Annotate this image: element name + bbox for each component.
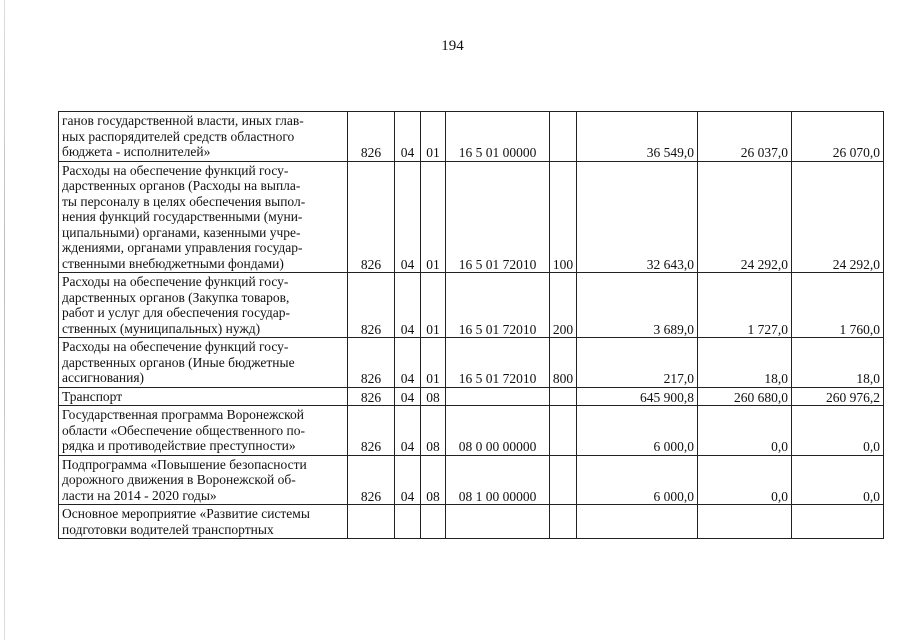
cell-subsection: 01 — [421, 161, 446, 273]
name-line: Расходы на обеспечение функций госу- — [62, 162, 289, 178]
cell-amount-year-3: 26 070,0 — [792, 112, 884, 162]
name-line: дарственных органов (Закупка товаров, — [62, 289, 290, 305]
cell-section: 04 — [395, 387, 421, 406]
cell-subsection: 01 — [421, 338, 446, 388]
table-row — [59, 338, 884, 388]
cell-expense-type: 800 — [550, 338, 577, 388]
name-line: ассигнования) — [62, 370, 145, 385]
table-row — [59, 161, 884, 273]
name-line: ных распорядителей средств областного — [62, 128, 295, 144]
cell-subsection: 08 — [421, 406, 446, 456]
cell-amount-year-3: 24 292,0 — [792, 161, 884, 273]
cell-amount-year-3 — [792, 505, 884, 539]
name-line: ждениями, органами управления государ- — [62, 240, 303, 255]
cell-amount-year-2: 1 727,0 — [698, 273, 792, 338]
name-line: Основное мероприятие «Развитие системы — [62, 506, 310, 521]
cell-target-article: 08 0 00 00000 — [446, 406, 550, 456]
cell-amount-year-1: 3 689,0 — [577, 273, 698, 338]
cell-ministry: 826 — [348, 387, 395, 406]
table-row — [59, 406, 884, 456]
cell-name — [59, 406, 348, 456]
name-line: Расходы на обеспечение функций госу- — [62, 339, 289, 354]
name-line: ты персоналу в целях обеспечения выпол- — [62, 193, 306, 209]
budget-table — [58, 111, 884, 539]
cell-section: 04 — [395, 161, 421, 273]
cell-ministry: 826 — [348, 406, 395, 456]
cell-ministry — [348, 505, 395, 539]
cell-expense-type — [550, 455, 577, 505]
cell-target-article — [446, 387, 550, 406]
cell-section — [395, 505, 421, 539]
cell-amount-year-3: 260 976,2 — [792, 387, 884, 406]
name-line: бюджета - исполнителей» — [62, 144, 211, 159]
name-line: области «Обеспечение общественного по- — [62, 422, 306, 438]
name-line: ственными внебюджетными фондами) — [62, 255, 284, 271]
cell-target-article: 16 5 01 72010 — [446, 338, 550, 388]
table-row — [59, 505, 884, 539]
cell-target-article: 08 1 00 00000 — [446, 455, 550, 505]
cell-section: 04 — [395, 112, 421, 162]
cell-target-article: 16 5 01 00000 — [446, 112, 550, 162]
cell-target-article: 16 5 01 72010 — [446, 161, 550, 273]
name-line: рядка и противодействие преступности» — [62, 438, 296, 453]
cell-amount-year-3: 0,0 — [792, 406, 884, 456]
table-row — [59, 273, 884, 338]
cell-subsection — [421, 505, 446, 539]
name-line: Расходы на обеспечение функций госу- — [62, 274, 289, 289]
cell-amount-year-1: 645 900,8 — [577, 387, 698, 406]
name-line: дорожного движения в Воронежской об- — [62, 472, 296, 487]
name-line: нения функций государственными (муни- — [62, 209, 303, 224]
cell-amount-year-3: 1 760,0 — [792, 273, 884, 338]
cell-name — [59, 161, 348, 273]
name-line: Транспорт — [62, 388, 123, 404]
cell-amount-year-2 — [698, 505, 792, 539]
cell-amount-year-2: 26 037,0 — [698, 112, 792, 162]
name-line: работ и услуг для обеспечения государ- — [62, 305, 290, 320]
name-line: Подпрограмма «Повышение безопасности — [62, 456, 307, 472]
cell-name — [59, 338, 348, 388]
cell-expense-type — [550, 387, 577, 406]
name-line: ципальными) органами, казенными учре- — [62, 224, 301, 240]
cell-amount-year-1: 32 643,0 — [577, 161, 698, 273]
cell-name — [59, 505, 348, 539]
cell-expense-type — [550, 406, 577, 456]
cell-ministry: 826 — [348, 338, 395, 388]
cell-amount-year-1: 6 000,0 — [577, 455, 698, 505]
cell-amount-year-2: 260 680,0 — [698, 387, 792, 406]
cell-name — [59, 112, 348, 162]
cell-ministry: 826 — [348, 161, 395, 273]
cell-section: 04 — [395, 455, 421, 505]
name-line: ганов государственной власти, иных глав- — [62, 113, 304, 128]
cell-ministry: 826 — [348, 455, 395, 505]
cell-expense-type: 200 — [550, 273, 577, 338]
cell-name — [59, 387, 348, 406]
cell-subsection: 08 — [421, 387, 446, 406]
cell-amount-year-2: 24 292,0 — [698, 161, 792, 273]
name-line: ласти на 2014 - 2020 годы» — [62, 487, 217, 503]
name-line: Государственная программа Воронежской — [62, 407, 304, 422]
cell-amount-year-2: 0,0 — [698, 455, 792, 505]
cell-name — [59, 273, 348, 338]
cell-section: 04 — [395, 406, 421, 456]
cell-subsection: 08 — [421, 455, 446, 505]
cell-subsection: 01 — [421, 112, 446, 162]
cell-expense-type: 100 — [550, 161, 577, 273]
cell-section: 04 — [395, 273, 421, 338]
cell-expense-type — [550, 112, 577, 162]
name-line: подготовки водителей транспортных — [62, 521, 274, 537]
cell-target-article — [446, 505, 550, 539]
table-row — [59, 112, 884, 162]
cell-amount-year-2: 18,0 — [698, 338, 792, 388]
name-line: дарственных органов (Расходы на выпла- — [62, 178, 301, 193]
cell-amount-year-1 — [577, 505, 698, 539]
cell-amount-year-2: 0,0 — [698, 406, 792, 456]
table-row — [59, 387, 884, 406]
cell-name — [59, 455, 348, 505]
table-row — [59, 455, 884, 505]
cell-amount-year-1: 217,0 — [577, 338, 698, 388]
cell-amount-year-3: 18,0 — [792, 338, 884, 388]
cell-subsection: 01 — [421, 273, 446, 338]
scan-edge — [4, 0, 5, 640]
cell-section: 04 — [395, 338, 421, 388]
cell-amount-year-1: 6 000,0 — [577, 406, 698, 456]
cell-target-article: 16 5 01 72010 — [446, 273, 550, 338]
name-line: ственных (муниципальных) нужд) — [62, 320, 261, 336]
cell-amount-year-1: 36 549,0 — [577, 112, 698, 162]
page-number: 194 — [441, 38, 464, 54]
cell-ministry: 826 — [348, 273, 395, 338]
name-line: дарственных органов (Иные бюджетные — [62, 354, 295, 370]
cell-expense-type — [550, 505, 577, 539]
cell-amount-year-3: 0,0 — [792, 455, 884, 505]
cell-ministry: 826 — [348, 112, 395, 162]
